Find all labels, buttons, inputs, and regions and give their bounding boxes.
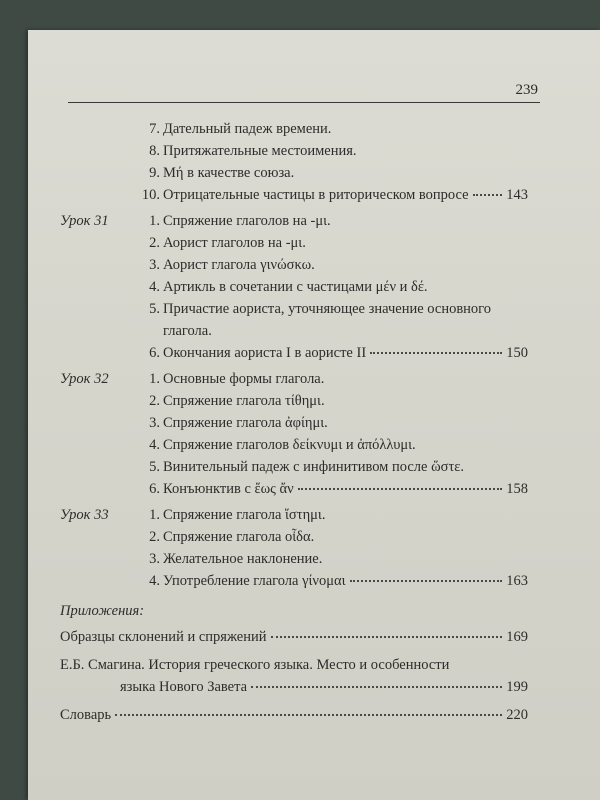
dot-leader <box>115 713 502 716</box>
lesson-32-title: Урок 32 <box>60 371 109 387</box>
dot-leader <box>370 351 502 354</box>
appendix-entry: Словарь 220 <box>60 704 528 726</box>
toc-page: 169 <box>506 629 528 645</box>
toc-item: 2. Спряжение глагола τίθημι. <box>149 393 325 409</box>
dot-leader <box>298 487 503 490</box>
dot-leader <box>473 193 503 196</box>
toc-page: 143 <box>506 187 528 203</box>
dot-leader <box>251 685 502 688</box>
toc-item: 10. Отрицательные частицы в риторическом вопросе 143 <box>130 184 528 206</box>
toc-item: 1. Основные формы глагола. <box>149 371 325 387</box>
toc-page: 220 <box>506 707 528 723</box>
toc-item: 7. Дательный падеж времени. <box>149 121 332 137</box>
toc-item: 3. Спряжение глагола ἀφίημι. <box>149 415 328 431</box>
page-number: 239 <box>515 82 538 98</box>
book-page <box>28 30 600 800</box>
lesson-33-title: Урок 33 <box>60 507 109 523</box>
toc-page: 158 <box>506 481 528 497</box>
toc-item: 8. Притяжательные местоимения. <box>149 143 357 159</box>
dot-leader <box>350 579 503 582</box>
toc-item: 4. Употребление глагола γίνομαι 163 <box>130 570 528 592</box>
toc-item: 3. Желательное наклонение. <box>149 551 323 567</box>
header-rule <box>68 102 540 103</box>
toc-item: 1. Спряжение глагола ἵστημι. <box>149 507 326 523</box>
appendix-entry: Е.Б. Смагина. История греческого языка. Место и особенности <box>60 657 450 673</box>
toc-item-continuation: глагола. <box>163 323 212 339</box>
dot-leader <box>271 635 503 638</box>
toc-item: 4. Артикль в сочетании с частицами μέν и δέ. <box>149 279 428 295</box>
toc-item: 3. Аорист глагола γινώσκω. <box>149 257 315 273</box>
toc-item: 2. Спряжение глагола οἶδα. <box>149 529 315 545</box>
toc-item: 5. Винительный падеж с инфинитивом после ὥστε. <box>149 459 464 475</box>
toc-item: 4. Спряжение глаголов δείκνυμι и ἀπόλλυμι. <box>149 437 416 453</box>
toc-page: 150 <box>506 345 528 361</box>
lesson-31-title: Урок 31 <box>60 213 109 229</box>
toc-page: 199 <box>506 679 528 695</box>
toc-item: 6. Конъюнктив с ἕως ἄν 158 <box>130 478 528 500</box>
toc-item: 6. Окончания аориста I в аористе II 150 <box>130 342 528 364</box>
toc-item: 5. Причастие аориста, уточняющее значение основного <box>149 301 492 317</box>
appendix-entry: Образцы склонений и спряжений 169 <box>60 626 528 648</box>
appendix-entry-continuation: языка Нового Завета 199 <box>60 676 528 698</box>
toc-page: 163 <box>506 573 528 589</box>
appendix-title: Приложения: <box>60 603 145 619</box>
toc-item: 2. Аорист глаголов на -μι. <box>149 235 306 251</box>
toc-item: 1. Спряжение глаголов на -μι. <box>149 213 331 229</box>
toc-item: 9. Μή в качестве союза. <box>149 165 295 181</box>
